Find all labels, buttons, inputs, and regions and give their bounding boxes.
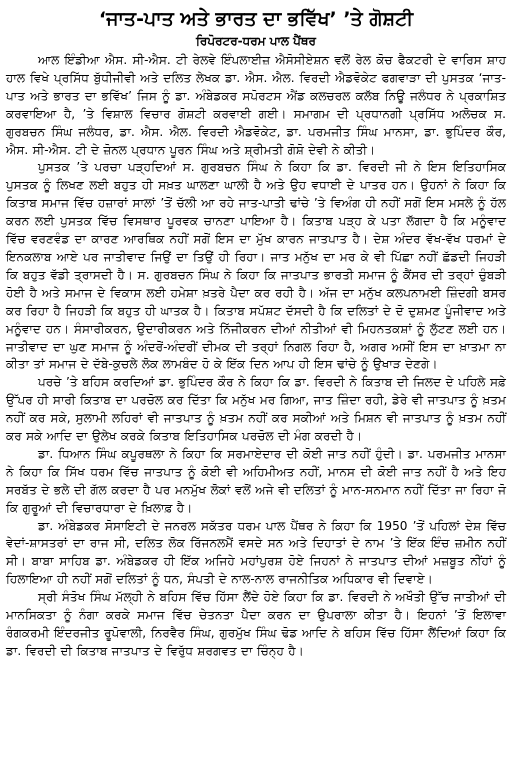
article-title: ‘ਜਾਤ-ਪਾਤ ਅਤੇ ਭਾਰਤ ਦਾ ਭਵਿੱਖ’ ’ਤੇ ਗੋਸ਼ਟੀ (98, 8, 414, 30)
article-byline: ਰਿਪੋਰਟਰ-ਧਰਮ ਪਾਲ ਪੈਂਥਰ (196, 34, 316, 48)
article-body (6, 52, 506, 661)
paragraph-dharam-pal: ਡਾ. ਅੰਬੇਡਕਰ ਸੋਸਾਇਟੀ ਦੇ ਜਨਰਲ ਸਕੱਤਰ ਧਰਮ ਪਾਲ ਪੈਂਥਰ ਨੇ ਕਿਹਾ ਕਿ 1950 ’ਤੋਂ ਪਹਿਲਾਂ ਦੇਸ਼ ਵਿੱਚ ਵੇਦਾਂ-ਸ਼ਾਸਤਰਾਂ ਦਾ ਰਾਜ ਸੀ, ਦਲਿਤ ਲੋਕ ਰਿੱਜਨਲਮੈਂ ਵਸਦੇ ਸਨ ਅਤੇ ਦਿਹਾਤਾਂ ਦੇ ਨਾਮ ’ਤੇ ਇੱਕ ਇੰਚ ਜ਼ਮੀਨ ਨਹੀਂ ਸੀ। ਬਾਬਾ ਸਾਹਿਬ ਡਾ. ਅੰਬੇਡਕਰ ਹੀ ਇੱਕ ਅਜਿਹੇ ਮਹਾਂਪੁਰਸ਼ ਹੋਏ ਜਿਹਨਾਂ ਨੇ ਜਾਤਪਾਤ ਦੀਆਂ ਮਜ਼ਬੂਤ ਨੀਂਹਾਂ ਨੂੰ ਹਿਲਾਇਆ ਹੀ ਨਹੀਂ ਸਗੋਂ ਦਲਿਤਾਂ ਨੂੰ ਧਨ, ਸੰਪਤੀ ਦੇ ਨਾਲ-ਨਾਲ ਰਾਜਨੀਤਿਕ ਅਧਿਕਾਰ ਵੀ ਦਿਵਾਏ। (6, 518, 506, 587)
paragraph-intro: ਆਲ ਇੰਡੀਆ ਐਸ. ਸੀ-ਐਸ. ਟੀ ਰੇਲਵੇ ਇੰਪਲਾਈਜ਼ ਐਸੋਸੀਏਸ਼ਨ ਵਲੋਂ ਰੇਲ ਕੋਚ ਫੈਕਟਰੀ ਦੇ ਵਾਰਿਸ ਸ਼ਾਹ ਹਾਲ ਵਿਖੇ ਪ੍ਰਸਿੱਧ ਬੁੱਧੀਜੀਵੀ ਅਤੇ ਦਲਿਤ ਲੇਖਕ ਡਾ. ਐਸ. ਐਲ. ਵਿਰਦੀ ਐਡਵੋਕੇਟ ਫਗਵਾੜਾ ਦੀ ਪੁਸਤਕ ‘ਜਾਤ-ਪਾਤ ਅਤੇ ਭਾਰਤ ਦਾ ਭਵਿੱਖ’ ਜਿਸ ਨੂੰ ਡਾ. ਅੰਬੇਡਕਰ ਸਪੋਰਟਸ ਐਂਡ ਕਲਚਰਲ ਕਲੱਬ ਨਿਊ ਜਲੰਧਰ ਨੇ ਪ੍ਰਕਾਸ਼ਿਤ ਕਰਵਾਇਆ ਹੈ, ’ਤੇ ਵਿਸ਼ਾਲ ਵਿਚਾਰ ਗੋਸ਼ਟੀ ਕਰਵਾਈ ਗਈ। ਸਮਾਗਮ ਦੀ ਪ੍ਰਧਾਨਗੀ ਪ੍ਰਸਿੱਧ ਅਲੋਚਕ ਸ. ਗੁਰਬਚਨ ਸਿੰਘ ਜਲੰਧਰ, ਡਾ. ਐਸ. ਐਲ. ਵਿਰਦੀ ਐਡਵੋਕੇਟ, ਡਾ. ਪਰਮਜੀਤ ਸਿੰਘ ਮਾਨਸਾ, ਡਾ. ਭੁਪਿੰਦਰ ਕੌਰ, ਐਸ. ਸੀ-ਐਸ. ਟੀ ਦੇ ਜ਼ੋਨਲ ਪ੍ਰਧਾਨ ਪੂਰਨ ਸਿੰਘ ਅਤੇ ਸ਼੍ਰੀਮਤੀ ਗੋਸ਼ੋ ਦੇਵੀ ਨੇ ਕੀਤੀ। (6, 53, 506, 157)
paragraph-book-paper: ਪੁਸਤਕ ’ਤੇ ਪਰਚਾ ਪੜ੍ਹਦਿਆਂ ਸ. ਗੁਰਬਚਨ ਸਿੰਘ ਨੇ ਕਿਹਾ ਕਿ ਡਾ. ਵਿਰਦੀ ਜੀ ਨੇ ਇਸ ਇਤਿਹਾਸਿਕ ਪੁਸਤਕ ਨੂੰ ਲਿਖਣ ਲਈ ਬਹੁਤ ਹੀ ਸਖ਼ਤ ਘਾਲਣਾ ਘਾਲੀ ਹੈ ਅਤੇ ਉਹ ਵਧਾਈ ਦੇ ਪਾਤਰ ਹਨ। ਉਹਨਾਂ ਨੇ ਕਿਹਾ ਕਿ ਕਿਤਾਬ ਸਮਾਜ ਵਿੱਚ ਹਜ਼ਾਰਾਂ ਸਾਲਾਂ ’ਤੋਂ ਚੱਲੀ ਆ ਰਹੇ ਜਾਤ-ਪਾਤੀ ਢਾਂਚੇ ’ਤੇ ਵਿਅੰਗ ਹੀ ਨਹੀਂ ਸਗੋਂ ਇਸ ਮਸਲੇ ਨੂੰ ਹੱਲ ਕਰਨ ਲਈ ਪੁਸਤਕ ਵਿੱਚ ਵਿਸਥਾਰ ਪੂਰਵਕ ਚਾਨਣਾ ਪਾਇਆ ਹੈ। ਕਿਤਾਬ ਪੜ੍ਹ ਕੇ ਪਤਾ ਲੱਗਦਾ ਹੈ ਕਿ ਮਨੂੰਵਾਦ ਵਿੱਚ ਵਰਣਵੰਡ ਦਾ ਕਾਰਣ ਆਰਥਿਕ ਨਹੀਂ ਸਗੋਂ ਇਸ ਦਾ ਮੁੱਖ ਕਾਰਨ ਜਾਤਪਾਤ ਹੈ। ਦੇਸ਼ ਅੰਦਰ ਵੱਖ-ਵੱਖ ਧਰਮਾਂ ਦੇ ਇਨਕਲਾਬ ਆਏ ਪਰ ਜਾਤੀਵਾਦ ਜਿਉਂ ਦਾ ਤਿਉਂ ਹੀ ਰਿਹਾ। ਜਾਤ ਮਨੁੱਖ ਦਾ ਮਰ ਕੇ ਵੀ ਪਿੱਛਾ ਨਹੀਂ ਛੱਡਦੀ ਜਿਹੜੀ ਕਿ ਬਹੁਤ ਵੱਡੀ ਤ੍ਰਾਸਦੀ ਹੈ। ਸ. ਗੁਰਬਚਨ ਸਿੰਘ ਨੇ ਕਿਹਾ ਕਿ ਜਾਤਪਾਤ ਭਾਰਤੀ ਸਮਾਜ ਨੂੰ ਕੈਂਸਰ ਦੀ ਤਰ੍ਹਾਂ ਚੁੰਬੜੀ ਹੋਈ ਹੈ ਅਤੇ ਸਮਾਜ ਦੇ ਵਿਕਾਸ ਲਈ ਹਮੇਸ਼ਾ ਖ਼ਤਰੇ ਪੈਦਾ ਕਰ ਰਹੀ ਹੈ। ਅੱਜ ਦਾ ਮਨੁੱਖ ਕਲਪਨਾਮਈ ਜ਼ਿੰਦਗੀ ਬਸਰ ਕਰ ਰਿਹਾ ਹੈ ਜਿਹੜੀ ਕਿ ਬਹੁਤ ਹੀ ਘਾਤਕ ਹੈ। ਕਿਤਾਬ ਸਪੱਸ਼ਟ ਦੱਸਦੀ ਹੈ ਕਿ ਦਲਿਤਾਂ ਦੇ ਦੋ ਦੁਸ਼ਮਣ ਪੂੰਜੀਵਾਦ ਅਤੇ ਮਨੂੰਵਾਦ ਹਨ। ਸੰਸਾਰੀਕਰਨ, ਉਦਾਰੀਕਰਨ ਅਤੇ ਨਿੱਜੀਕਰਨ ਦੀਆਂ ਨੀਤੀਆਂ ਵੀ ਮਿਹਨਤਕਸ਼ਾਂ ਨੂੰ ਲੁੱਟਣ ਲਈ ਹਨ। ਜਾਤੀਵਾਦ ਦਾ ਘੁਣ ਸਮਾਜ ਨੂੰ ਅੰਦਰੋਂ-ਅੰਦਰੀਂ ਦੀਮਕ ਦੀ ਤਰ੍ਹਾਂ ਨਿਗਲ ਰਿਹਾ ਹੈ, ਅਗਰ ਅਸੀਂ ਇਸ ਦਾ ਖ਼ਾਤਮਾ ਨਾ ਕੀਤਾ ਤਾਂ ਸਮਾਜ ਦੇ ਦੱਬੇ-ਕੁਚਲੇ ਲੋਕ ਲਾਮਬੰਦ ਹੋ ਕੇ ਇੱਕ ਦਿਨ ਆਪ ਹੀ ਇਸ ਢਾਂਚੇ ਨੂੰ ਉਖਾੜ ਦੇਣਗੇ। (6, 160, 506, 372)
paragraph-dhian-singh: ਡਾ. ਧਿਆਨ ਸਿੰਘ ਕਪੂਰਥਲਾ ਨੇ ਕਿਹਾ ਕਿ ਸਰਮਾਏਦਾਰ ਦੀ ਕੋਈ ਜਾਤ ਨਹੀਂ ਹੁੰਦੀ। ਡਾ. ਪਰਮਜੀਤ ਮਾਨਸਾ ਨੇ ਕਿਹਾ ਕਿ ਸਿੱਖ ਧਰਮ ਵਿੱਚ ਜਾਤਪਾਤ ਨੂੰ ਕੋਈ ਵੀ ਅਹਿਮੀਅਤ ਨਹੀਂ, ਮਾਨਸ ਦੀ ਕੋਈ ਜਾਤ ਨਹੀਂ ਹੈ ਅਤੇ ਇਹ ਸਰਬੱਤ ਦੇ ਭਲੇ ਦੀ ਗੱਲ ਕਰਦਾ ਹੈ ਪਰ ਮਨਮੁੱਖ ਲੋਕਾਂ ਵਲੋਂ ਅਜੇ ਵੀ ਦਲਿਤਾਂ ਨੂੰ ਮਾਨ-ਸਨਮਾਨ ਨਹੀਂ ਦਿੱਤਾ ਜਾ ਰਿਹਾ ਜੋ ਕਿ ਗੁਰੂਆਂ ਦੀ ਵਿਚਾਰਧਾਰਾ ਦੇ ਖ਼ਿਲਾਫ਼ ਹੈ। (6, 446, 506, 515)
paragraph-santokh-singh: ਸ੍ਰੀ ਸੰਤੋਖ ਸਿੰਘ ਮੱਲ੍ਹੀ ਨੇ ਬਹਿਸ ਵਿੱਚ ਹਿੱਸਾ ਲੈਂਦੇ ਹੋਏ ਕਿਹਾ ਕਿ ਡਾ. ਵਿਰਦੀ ਨੇ ਅਖੌਤੀ ਉੱਚ ਜਾਤੀਆਂ ਦੀ ਮਾਨਸਿਕਤਾ ਨੂੰ ਨੰਗਾ ਕਰਕੇ ਸਮਾਜ ਵਿੱਚ ਚੇਤਨਤਾ ਪੈਦਾ ਕਰਨ ਦਾ ਉਪਰਾਲਾ ਕੀਤਾ ਹੈ। ਇਹਨਾਂ ’ਤੋਂ ਇਲਾਵਾ ਰੰਗਕਰਮੀ ਇੰਦਰਜੀਤ ਰੂਪੋਵਾਲੀ, ਨਿਰਵੈਰ ਸਿੰਘ, ਗੁਰਮੁੱਖ ਸਿੰਘ ਢੋਡ ਆਦਿ ਨੇ ਬਹਿਸ ਵਿੱਚ ਹਿੱਸਾ ਲੈਂਦਿਆਂ ਕਿਹਾ ਕਿ ਡਾ. ਵਿਰਦੀ ਦੀ ਕਿਤਾਬ ਜਾਤਪਾਤ ਦੇ ਵਿਰੁੱਧ ਸ਼ਰਗਵਤ ਦਾ ਚਿੰਨ੍ਹ ਹੈ। (6, 590, 506, 658)
paragraph-debate: ਪਰਚੇ ’ਤੇ ਬਹਿਸ ਕਰਦਿਆਂ ਡਾ. ਭੁਪਿੰਦਰ ਕੌਰ ਨੇ ਕਿਹਾ ਕਿ ਡਾ. ਵਿਰਦੀ ਨੇ ਕਿਤਾਬ ਦੀ ਜਿਲਦ ਦੇ ਪਹਿਲੇ ਸਫ਼ੇ ਉੱਪਰ ਹੀ ਸਾਰੀ ਕਿਤਾਬ ਦਾ ਪਰਚੋਲ ਕਰ ਦਿੱਤਾ ਕਿ ਮਨੁੱਖ ਮਰ ਗਿਆ, ਜਾਤ ਜ਼ਿੰਦਾ ਰਹੀ, ਡੇਰੇ ਵੀ ਜਾਤਪਾਤ ਨੂੰ ਖ਼ਤਮ ਨਹੀਂ ਕਰ ਸਕੇ, ਸੁਲਾਮੀ ਲਹਿਰਾਂ ਵੀ ਜਾਤਪਾਤ ਨੂੰ ਖ਼ਤਮ ਨਹੀਂ ਕਰ ਸਕੀਆਂ ਅਤੇ ਮਿਸ਼ਨ ਵੀ ਜਾਤਪਾਤ ਨੂੰ ਖ਼ਤਮ ਨਹੀਂ ਕਰ ਸਕੇ ਆਦਿ ਦਾ ਉਲੇਖ ਕਰਕੇ ਕਿਤਾਬ ਇਤਿਹਾਸਿਕ ਪਰਚੋਲ ਦੀ ਮੰਗ ਕਰਦੀ ਹੈ। (6, 375, 506, 444)
